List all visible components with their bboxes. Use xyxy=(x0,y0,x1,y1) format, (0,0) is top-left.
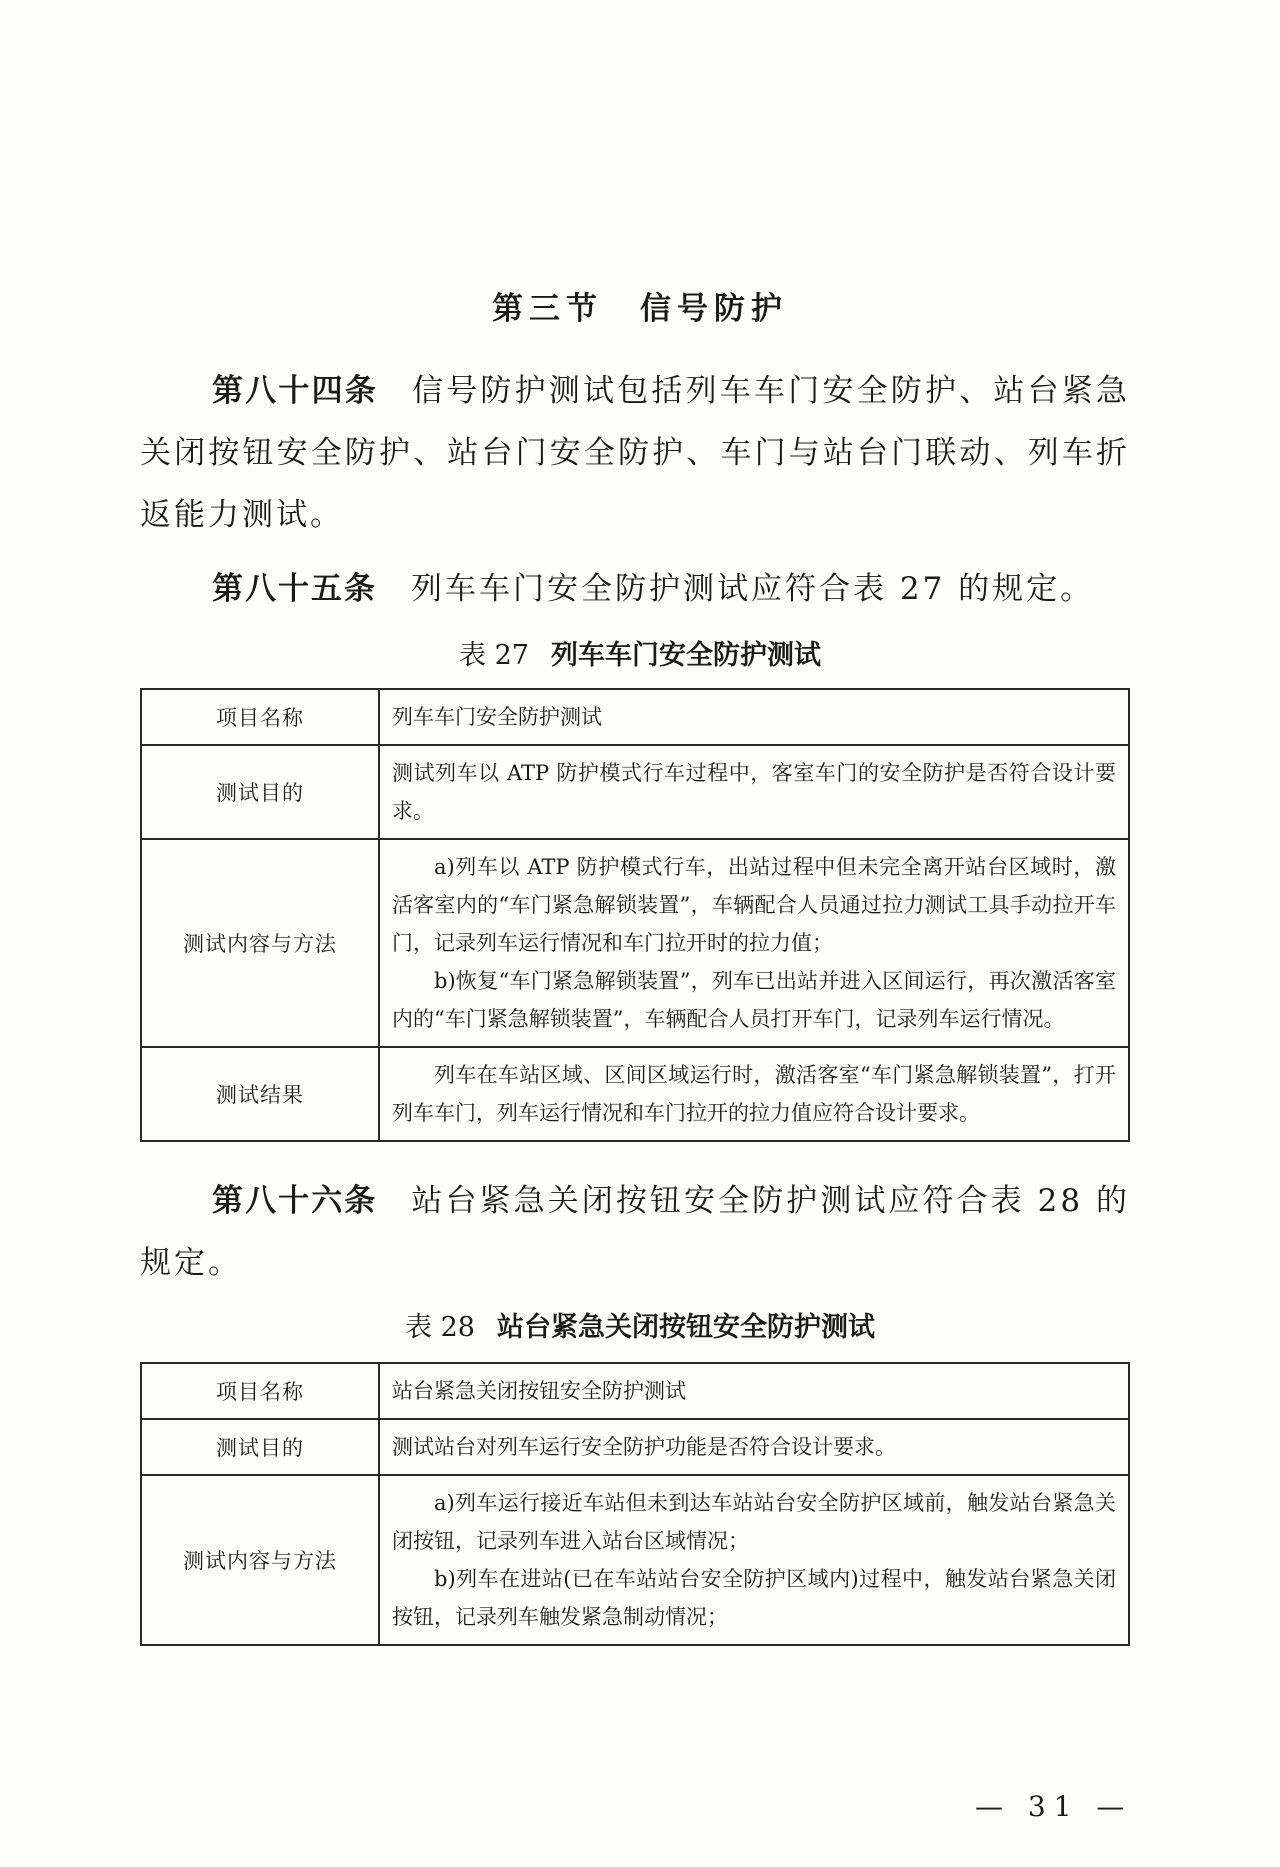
table-27-caption xyxy=(0,633,1280,672)
cell-text: 列车在车站区域、区间区域运行时，激活客室“车门紧急解锁装置”，打开列车车门，列车运行情况和车门拉开的拉力值应符合设计要求。 xyxy=(392,1063,1116,1125)
row-value xyxy=(379,689,1129,745)
table-row xyxy=(141,839,1129,1047)
row-value xyxy=(379,1047,1129,1141)
table-row xyxy=(141,689,1129,745)
article-text: 站台紧急关闭按钮安全防护测试应符合表 28 的规定。 xyxy=(140,1183,1131,1281)
table-row xyxy=(141,1475,1129,1645)
table-row xyxy=(141,1047,1129,1141)
row-key: 测试目的 xyxy=(141,745,379,839)
cell-text: b)列车在进站(已在车站站台安全防护区域内)过程中，触发站台紧急关闭按钮，记录列车触发紧急制动情况； xyxy=(392,1567,1116,1629)
row-key: 测试目的 xyxy=(141,1419,379,1475)
article-text: 信号防护测试包括列车车门安全防护、站台紧急关闭按钮安全防护、站台门安全防护、车门与站台门联动、列车折返能力测试。 xyxy=(140,373,1130,533)
table-27 xyxy=(140,688,1130,1142)
table-number: 表 27 xyxy=(459,640,529,671)
cell-text: 测试站台对列车运行安全防护功能是否符合设计要求。 xyxy=(392,1435,896,1459)
page-number: — 31 — xyxy=(975,1790,1133,1823)
cell-text: b)恢复“车门紧急解锁装置”，列车已出站并进入区间运行，再次激活客室内的“车门紧急解锁装置”，车辆配合人员打开车门，记录列车运行情况。 xyxy=(392,969,1116,1031)
row-key: 测试结果 xyxy=(141,1047,379,1141)
row-value xyxy=(379,1419,1129,1475)
article-84 xyxy=(140,360,1130,546)
row-key: 项目名称 xyxy=(141,1363,379,1419)
article-label: 第八十五条 xyxy=(212,571,377,607)
cell-text: a)列车运行接近车站但未到达车站站台安全防护区域前，触发站台紧急关闭按钮，记录列车进入站台区域情况； xyxy=(392,1491,1116,1553)
cell-text: a)列车以 ATP 防护模式行车，出站过程中但未完全离开站台区域时，激活客室内的“车门紧急解锁装置”，车辆配合人员通过拉力测试工具手动拉开车门，记录列车运行情况和车门拉开时的拉力值； xyxy=(392,855,1116,955)
table-number: 表 28 xyxy=(405,1312,475,1343)
row-key: 测试内容与方法 xyxy=(141,1475,379,1645)
row-key: 项目名称 xyxy=(141,689,379,745)
table-28-caption xyxy=(0,1305,1280,1344)
article-label: 第八十六条 xyxy=(212,1183,378,1219)
table-28 xyxy=(140,1362,1130,1646)
table-row xyxy=(141,1363,1129,1419)
table-row xyxy=(141,1419,1129,1475)
row-value xyxy=(379,1475,1129,1645)
row-value xyxy=(379,839,1129,1047)
cell-text: 列车车门安全防护测试 xyxy=(392,705,602,729)
article-86 xyxy=(140,1170,1130,1294)
article-85 xyxy=(140,558,1130,620)
table-title: 站台紧急关闭按钮安全防护测试 xyxy=(496,1312,875,1343)
cell-text: 站台紧急关闭按钮安全防护测试 xyxy=(392,1379,686,1403)
row-key: 测试内容与方法 xyxy=(141,839,379,1047)
article-text: 列车车门安全防护测试应符合表 27 的规定。 xyxy=(411,571,1095,607)
section-title: 第三节 信号防护 xyxy=(492,291,788,327)
table-title: 列车车门安全防护测试 xyxy=(550,640,821,671)
row-value xyxy=(379,1363,1129,1419)
row-value xyxy=(379,745,1129,839)
cell-text: 测试列车以 ATP 防护模式行车过程中，客室车门的安全防护是否符合设计要求。 xyxy=(392,761,1116,823)
table-row xyxy=(141,745,1129,839)
article-label: 第八十四条 xyxy=(212,373,378,409)
